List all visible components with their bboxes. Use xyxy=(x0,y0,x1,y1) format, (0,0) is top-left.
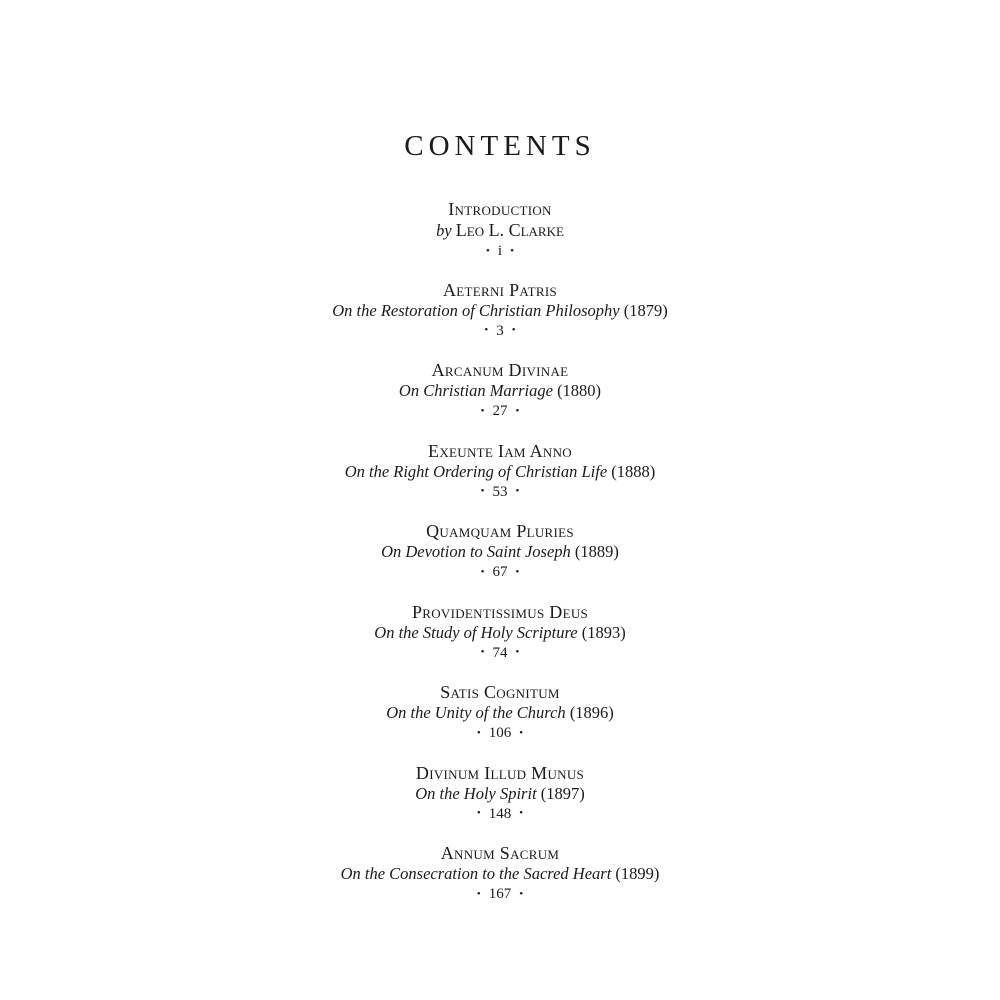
bullet-right: • xyxy=(519,807,524,820)
entry-page-number xyxy=(0,562,1000,583)
page-number: 167 xyxy=(488,886,512,902)
contents-entry-quamquam-pluries[interactable] xyxy=(0,520,1000,601)
bullet-left: • xyxy=(486,244,490,257)
entry-title: Introduction xyxy=(448,199,552,219)
entry-subtitle xyxy=(0,381,1000,401)
entry-title: Quamquam Pluries xyxy=(426,521,574,541)
entry-page-number xyxy=(0,804,1000,825)
entry-page-number xyxy=(0,723,1000,744)
bullet-right: • xyxy=(515,485,520,498)
bullet-left: • xyxy=(480,646,485,659)
page-number: i xyxy=(497,243,503,259)
entry-year: (1893) xyxy=(581,622,626,642)
contents-entry-annum-sacrum[interactable] xyxy=(0,842,1000,923)
bullet-left: • xyxy=(476,887,481,900)
contents-entry-satis-cognitum[interactable] xyxy=(0,681,1000,762)
entry-year: (1888) xyxy=(611,461,656,481)
contents-entry-divinum-illud-munus[interactable] xyxy=(0,762,1000,843)
subtitle-text: On the Restoration of Christian Philosophy xyxy=(332,300,620,320)
entry-subtitle xyxy=(0,864,1000,884)
page-number: 3 xyxy=(496,322,504,339)
entry-year: (1880) xyxy=(557,381,602,400)
entry-page-number xyxy=(0,884,1000,905)
page-number: 74 xyxy=(492,644,508,661)
entry-title: Providentissimus Deus xyxy=(411,601,589,622)
bullet-right: • xyxy=(510,244,514,257)
page-number: 106 xyxy=(488,725,512,741)
subtitle-text: On the Holy Spirit xyxy=(415,783,537,803)
byline-prefix: by xyxy=(436,221,452,240)
entry-byline xyxy=(0,220,1000,241)
contents-entry-providentissimus-deus[interactable] xyxy=(0,601,1000,682)
entry-title: Annum Sacrum xyxy=(440,843,560,863)
contents-entry-introduction[interactable] xyxy=(0,198,1000,279)
entry-page-number xyxy=(0,401,1000,422)
contents-entry-aeterni-patris[interactable] xyxy=(0,279,1000,360)
entry-page-number xyxy=(0,321,1000,342)
subtitle-text: On Devotion to Saint Joseph xyxy=(381,542,571,561)
bullet-right: • xyxy=(511,324,516,337)
entry-title: Aeterni Patris xyxy=(442,279,558,300)
entry-subtitle xyxy=(0,623,1000,643)
entry-subtitle xyxy=(0,784,1000,804)
subtitle-text: On the Consecration to the Sacred Heart xyxy=(340,864,612,883)
subtitle-text: On Christian Marriage xyxy=(398,381,553,400)
bullet-left: • xyxy=(480,565,485,578)
entry-title: Arcanum Divinae xyxy=(431,360,569,380)
contents-entry-arcanum-divinae[interactable] xyxy=(0,359,1000,440)
page-number: 27 xyxy=(492,403,508,419)
entry-subtitle xyxy=(0,703,1000,723)
contents-entry-exeunte-iam-anno[interactable] xyxy=(0,440,1000,521)
entry-title: Exeunte Iam Anno xyxy=(428,440,572,461)
contents-list xyxy=(0,198,1000,923)
bullet-left: • xyxy=(476,807,481,820)
entry-year: (1896) xyxy=(569,703,614,722)
page-number: 67 xyxy=(492,564,508,580)
entry-subtitle xyxy=(0,462,1000,482)
page-title: CONTENTS xyxy=(404,130,596,162)
bullet-left: • xyxy=(480,404,485,417)
entry-subtitle xyxy=(0,542,1000,562)
subtitle-text: On the Right Ordering of Christian Life xyxy=(344,461,608,481)
bullet-right: • xyxy=(515,404,520,417)
subtitle-text: On the Unity of the Church xyxy=(386,703,566,722)
bullet-right: • xyxy=(519,887,524,900)
entry-year: (1889) xyxy=(574,542,619,561)
subtitle-text: On the Study of Holy Scripture xyxy=(374,622,578,642)
entry-year: (1897) xyxy=(540,783,585,803)
bullet-left: • xyxy=(480,485,485,498)
entry-title: Satis Cognitum xyxy=(440,682,560,702)
bullet-right: • xyxy=(519,726,524,739)
entry-year: (1899) xyxy=(615,864,660,883)
byline-author: Leo L. Clarke xyxy=(455,220,564,240)
page-number: 148 xyxy=(488,805,512,822)
entry-page-number xyxy=(0,482,1000,503)
bullet-right: • xyxy=(515,646,520,659)
page-number: 53 xyxy=(492,483,508,500)
entry-subtitle xyxy=(0,301,1000,321)
bullet-right: • xyxy=(515,565,520,578)
bullet-left: • xyxy=(484,324,489,337)
entry-title: Divinum Illud Munus xyxy=(415,762,585,783)
entry-year: (1879) xyxy=(623,300,668,320)
bullet-left: • xyxy=(476,726,481,739)
entry-page-number xyxy=(0,241,1000,262)
entry-page-number xyxy=(0,643,1000,664)
